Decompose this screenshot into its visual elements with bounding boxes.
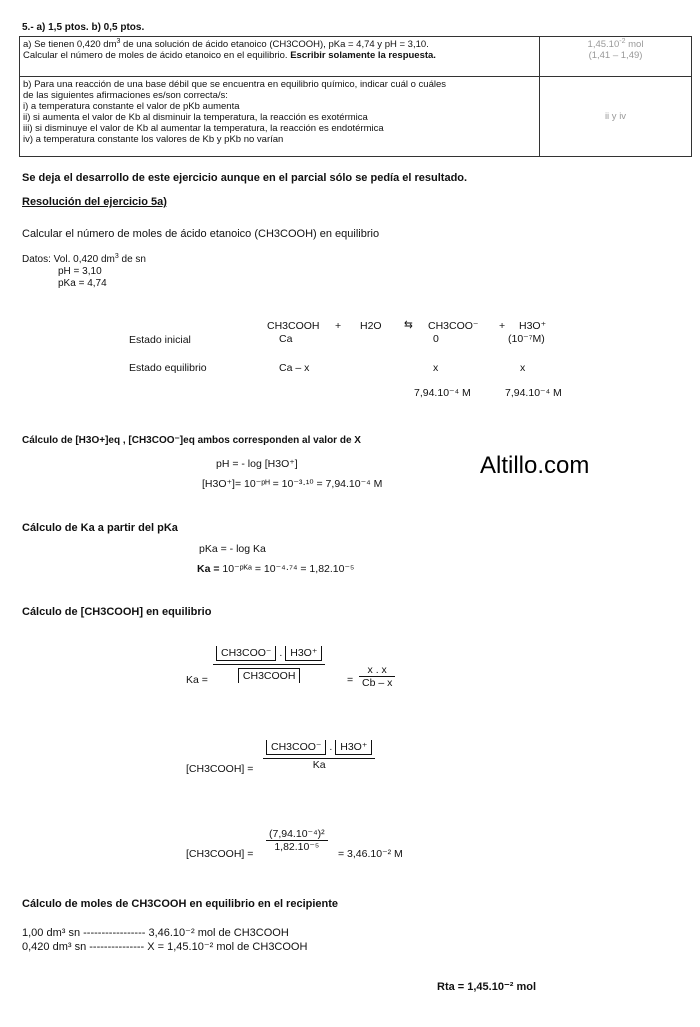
question-a-answer: $1,45.10^{-2}$ mol (1,41 – 1,49): [540, 37, 692, 77]
question-table: [19, 36, 692, 157]
calc3-title: Cálculo de [CH3COOH] en equilibrio: [22, 606, 212, 618]
row-initial-acid: Ca: [279, 333, 293, 345]
intro: Calcular el número de moles de ácido etanoico (CH3COOH) en equilibrio: [22, 228, 380, 240]
watermark-altillo: Altillo.com: [480, 452, 590, 479]
row-equilibrium-base: x: [433, 362, 439, 374]
question-a-row: [20, 37, 692, 77]
conc-fraction-1: $\frac{\text{CH3COO⁻ . H3O⁺}}{Ka}$: [263, 740, 375, 771]
conc-label-1: [CH3COOH] =: [186, 763, 254, 775]
resolution-title: Resolución del ejercicio 5a): [22, 196, 167, 208]
exercise-header: 5.- a) 1,5 ptos. b) 0,5 ptos.: [22, 22, 145, 33]
final-answer: Rta = 1,45.10⁻² mol: [437, 981, 537, 993]
calc1-eq1: pH = - log [H3O⁺]: [216, 458, 298, 470]
equilibrium-arrow-icon: ⇆: [404, 319, 413, 331]
ka-label: Ka =: [186, 674, 208, 686]
conc-label-2: [CH3COOH] =: [186, 848, 254, 860]
calc1-title: Cálculo de [H3O+]eq , [CH3COO⁻]eq ambos corresponden al valor de X: [22, 435, 361, 446]
question-b-row: [20, 77, 692, 157]
calc4-line2: 0,420 dm³ sn --------------- X = 1,45.10⁻² mol de CH3COOH: [22, 941, 308, 953]
calc1-eq2: [H3O⁺]= 10⁻ᵖᴴ = 10⁻³·¹⁰ = 7,94.10⁻⁴ M: [202, 478, 383, 490]
datos-vol: Datos: Vol. 0,420 $dm^3$ de sn: [22, 253, 146, 265]
reaction-water: H2O: [360, 320, 382, 332]
row-initial-h3o: (10⁻⁷M): [508, 333, 545, 345]
reaction-hydronium: H3O⁺: [519, 320, 547, 332]
ka-equals: =: [347, 674, 354, 686]
ka-xx-fraction: $\frac{x . x}{Cb - x}$: [359, 664, 395, 689]
calc4-line1: 1,00 dm³ sn ----------------- 3,46.10⁻² mol de CH3COOH: [22, 927, 289, 939]
row-values-h3o: 7,94.10⁻⁴ M: [505, 387, 562, 399]
datos-pka: pKa = 4,74: [58, 278, 107, 289]
row-equilibrium-acid: Ca – x: [279, 362, 310, 374]
question-a-text: a) Se tienen 0,420 $dm^3$ de una solución de ácido etanoico (CH3COOH), pKa = 4,74 y pH = 3,10. Calcular el número de moles de ácido etanoico en el equilibrio. Escribir solamente la respuesta.: [20, 37, 540, 77]
calc4-title: Cálculo de moles de CH3COOH en equilibrio en el recipiente: [22, 898, 339, 910]
reaction-acid: CH3COOH: [267, 320, 320, 332]
conc-result: = 3,46.10⁻² M: [338, 848, 403, 860]
calc2-eq2: Ka = 10⁻ᵖᴷᵃ = 10⁻⁴·⁷⁴ = 1,82.10⁻⁵: [197, 563, 355, 575]
row-initial-label: Estado inicial: [129, 334, 191, 346]
reaction-plus-2: +: [499, 320, 506, 332]
ka-den-acid: CH3COOH: [238, 668, 301, 683]
ka-fraction: $\frac{\text{CH3COO⁻ . H3O⁺}}{\text{CH3COOH}}$: [213, 646, 325, 683]
calc2-title: Cálculo de Ka a partir del pKa: [22, 522, 178, 534]
row-equilibrium-h3o: x: [520, 362, 526, 374]
question-b-text: b) Para una reacción de una base débil que se encuentra en equilibrio químico, indicar cuál o cuáles de las siguientes afirmaciones es/son correcta/s: i) a temperatura constante el valor de pKb aumenta ii) si aumenta el valor de Kb al disminuir la temperatura, la reacción es exotérmica iii) si disminuye el valor de Kb al aumentar la temperatura, la reacción es endotérmica iv) a temperatura constante los valores de Kb y pKb no varían: [20, 77, 540, 157]
row-initial-base: 0: [433, 333, 439, 345]
reaction-base: CH3COO⁻: [428, 320, 479, 332]
ka-num-acetate: CH3COO⁻: [216, 646, 276, 661]
datos-ph: pH = 3,10: [58, 266, 102, 277]
row-equilibrium-label: Estado equilibrio: [129, 362, 207, 374]
calc2-eq1: pKa = - log Ka: [199, 543, 266, 555]
note: Se deja el desarrollo de este ejercicio aunque en el parcial sólo se pedía el resultado.: [22, 172, 468, 184]
question-b-answer: ii y iv: [540, 77, 692, 157]
ka-num-hydronium: H3O⁺: [285, 646, 322, 661]
reaction-plus-1: +: [335, 320, 342, 332]
row-values-base: 7,94.10⁻⁴ M: [414, 387, 471, 399]
conc-fraction-2: $\frac{\text{(7,94.10⁻⁴)²}}{\text{1,82.10⁻⁵}}$: [266, 828, 328, 853]
